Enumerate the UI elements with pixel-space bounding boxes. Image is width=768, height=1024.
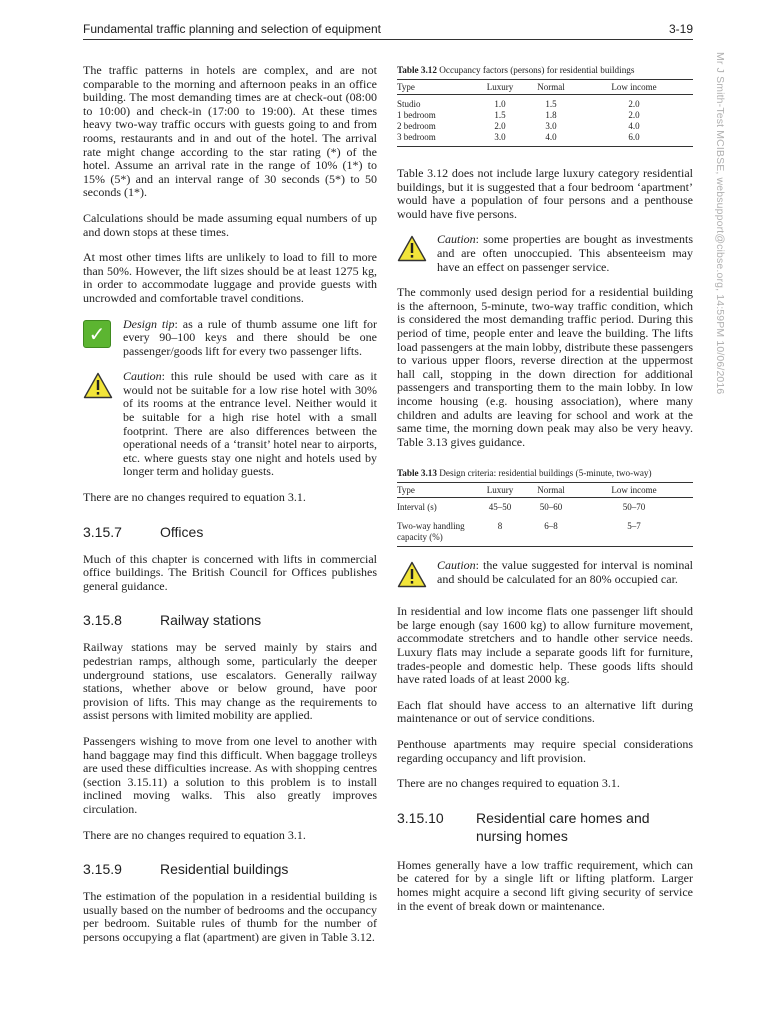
table-row: Interval (s) 45–50 50–60 50–70	[397, 502, 646, 513]
hotel-paragraph-1: The traffic patterns in hotels are complex, and are not comparable to the morning and afternoon peaks in an office building. The most demanding times are at check-out (08:00 to 10:00) and check-in (17:00 to 19:00). At these times heavy two-way traffic occurs with guests going to and from rooms, restaurants and in and out of the hotel. The arrival rate might change according to the star rating (*) of the hotel. Assume an arrival rate in the range of 10% (1*) to 15% (5*) and an interval range of 30 seconds (5*) to 50 seconds (1*).	[83, 63, 377, 200]
caution-text: : the value suggested for interval is nominal and should be calculated for an 80% occupied car.	[437, 558, 693, 586]
caution-text: : some properties are bought as investments and are often unoccupied. This absenteeism may have an effect on passenger service.	[437, 232, 693, 274]
table-row: 3 bedroom 3.0 4.0 6.0	[397, 132, 693, 147]
equation-note-1: There are no changes required to equation 3.1.	[83, 490, 306, 505]
table-3-12: Type Luxury Normal Low income Studio 1.0 1.5 2.0 1 bedroom 1.5 1.8 2.0 2 bedroom 2.0 3.0 4.0 3 bedroom 3.0 4.0 6.0	[397, 79, 693, 147]
caution-box-interval	[397, 559, 693, 593]
checkmark-icon: ✓	[83, 320, 111, 348]
table-3-12-note: Table 3.12 does not include large luxury category residential buildings, but it is suggested that a four bedroom ‘apartment’ would have a population of four persons and a penthouse would have five persons.	[397, 166, 693, 221]
railway-paragraph-2: Passengers wishing to move from one level to another with hand baggage may find this difficult. When baggage trolleys are used these difficulties increase. As with shopping centres (section 3.15.11) a solution to this problem is to install inclined moving walks. This also greatly improves circulation.	[83, 733, 377, 816]
warning-icon	[397, 235, 427, 262]
design-tip-box	[83, 318, 377, 359]
caution-label: Caution	[437, 232, 476, 247]
section-heading-care-homes: 3.15.10 Residential care homes and nursing homes	[397, 809, 650, 844]
table-row: Two-way handling capacity (%) 8 6–8 5–7	[397, 521, 693, 547]
table-row: Studio 1.0 1.5 2.0	[397, 99, 640, 109]
equation-note-2: There are no changes required to equation 3.1.	[83, 827, 306, 842]
flats-paragraph: In residential and low income flats one passenger lift should be large enough (say 1600 kg) to allow furniture movement, accommodate stretchers and to handle other service needs. Luxury flats may include a separate goods lift for furniture, trades-people and domestic help. These goods lifts should have rated loads of at least 2000 kg.	[397, 604, 693, 687]
caution-label: Caution	[123, 369, 162, 384]
header-title: Fundamental traffic planning and selection of equipment	[83, 22, 381, 36]
table-row: 2 bedroom 2.0 3.0 4.0	[397, 121, 640, 131]
section-heading-residential: 3.15.9 Residential buildings	[83, 861, 289, 878]
caution-label: Caution	[437, 558, 476, 573]
hotel-paragraph-3: At most other times lifts are unlikely to load to fill to more than 50%. However, the lift sizes should be at least 1275 kg, in order to accommodate luggage and provide guests with uncrowded and comfortable travel conditions.	[83, 250, 377, 305]
table-3-12-caption: Table 3.12 Occupancy factors (persons) for residential buildings	[397, 65, 635, 75]
table-3-13-caption: Table 3.13 Design criteria: residential buildings (5-minute, two-way)	[397, 468, 652, 479]
offices-paragraph: Much of this chapter is concerned with lifts in commercial office buildings. The British Council for Offices publishes general guidance.	[83, 551, 377, 593]
design-tip-text: : as a rule of thumb assume one lift for every 90–100 keys and there should be one passenger/goods lift for every two passenger lifts.	[123, 316, 377, 358]
table-row: 1 bedroom 1.5 1.8 2.0	[397, 110, 640, 120]
left-column	[83, 64, 377, 945]
warning-icon	[397, 561, 427, 588]
railway-paragraph-1: Railway stations may be served mainly by stairs and pedestrian ramps, although some, particularly the deeper underground stations, use escalators. Generally railway stations, whether above or below ground, have poor provision of lifts. This may change as the requirements to assist persons with limited mobility are applied.	[83, 640, 377, 723]
running-header	[83, 22, 693, 40]
warning-icon	[83, 372, 113, 399]
right-column	[397, 64, 693, 913]
residential-paragraph: The estimation of the population in a residential building is usually based on the number of bedrooms and the occupancy per bedroom. Suitable rules of thumb for the number of persons occupying a flat (apartment) are given in Table 3.12.	[83, 889, 377, 944]
design-period-paragraph: The commonly used design period for a residential building is the afternoon, 5-minute, two-way traffic condition, which is considered the most demanding traffic period. During this period of time, people enter and leave the building. The lifts load passengers at the main lobby, distribute these passengers to various upper floors, reverse direction at the uppermost hall call, stopping in the down direction for additional passengers and transporting them to the main lobby. In low income housing (e.g. housing association), where many children and adults are leaving for school and work at the same time, the morning down peak may also be very heavy. Table 3.13 gives guidance.	[397, 285, 693, 449]
table-3-13: Type Luxury Normal Low income Interval (s) 45–50 50–60 50–70 Two-way handling capacity (%) 8 6–8 5–7	[397, 482, 693, 547]
caution-text: : this rule should be used with care as it would not be suitable for a low rise hotel with 30% of its rooms at the entrance level. Neither would it be suitable for a high rise hotel with a small footprint. There are also differences between the operational needs of a ‘transit’ hotel near to airports, etc. where guests stay one night and hotels used by longer term and holiday guests.	[123, 369, 377, 479]
caution-box	[83, 370, 377, 479]
side-watermark-text: Mr J Smith-Test MCIBSE, websupport@cibse.org, 14:59PM 10/06/2016	[714, 52, 726, 395]
equation-note-3: There are no changes required to equation 3.1.	[397, 776, 620, 791]
caution-box-investment	[397, 233, 693, 274]
section-heading-offices: 3.15.7 Offices	[83, 523, 204, 540]
design-tip-label: Design tip	[123, 316, 175, 331]
section-heading-railway: 3.15.8 Railway stations	[83, 612, 262, 629]
penthouse-paragraph: Penthouse apartments may require special considerations regarding occupancy and lift provision.	[397, 737, 693, 765]
care-homes-paragraph: Homes generally have a low traffic requirement, which can be catered for by a single lift or lifting platform. Larger homes might acquire a second lift giving security of service in the event of break down or maintenance.	[397, 857, 693, 913]
hotel-paragraph-2: Calculations should be made assuming equal numbers of up and down stops at these times.	[83, 210, 377, 239]
alternative-lift-paragraph: Each flat should have access to an alternative lift during maintenance or out of service conditions.	[397, 697, 693, 726]
page-number: 3-19	[668, 22, 693, 36]
